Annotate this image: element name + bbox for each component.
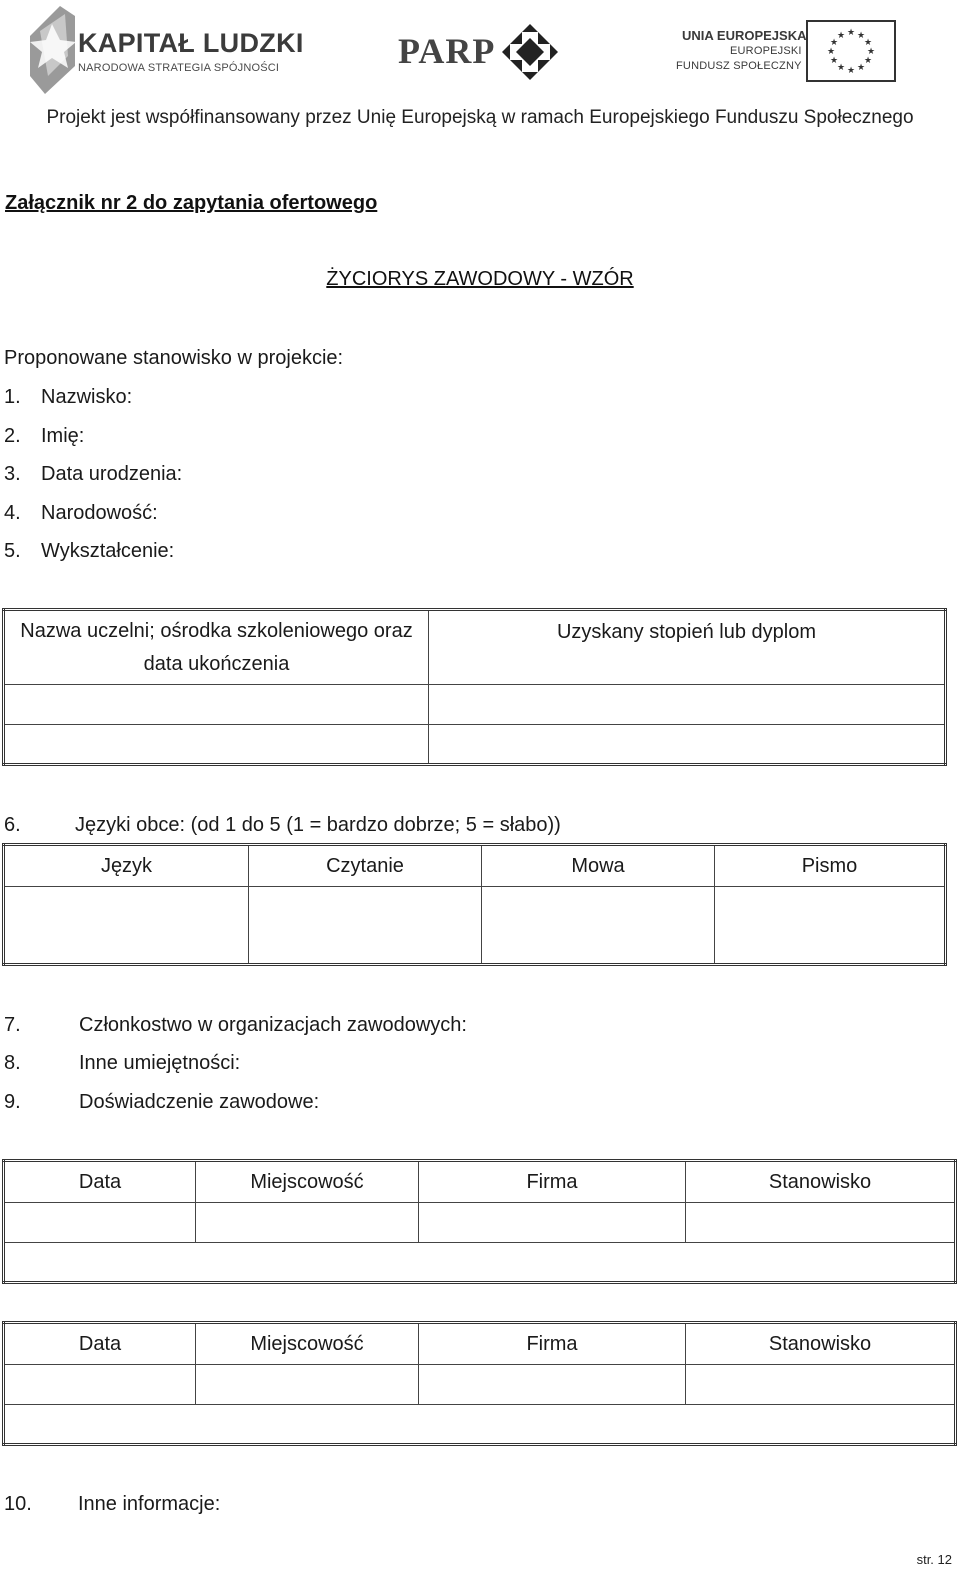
cofinancing-note: Projekt jest współfinansowany przez Unię Europejską w ramach Europejskiego Funduszu Społecznego: [46, 107, 914, 128]
languages-num: 6.: [4, 814, 21, 836]
lang-cell-reading[interactable]: [249, 887, 482, 965]
experience-table: [2, 1321, 957, 1446]
exp-cell-description[interactable]: [4, 1243, 956, 1283]
field-education-label: Wykształcenie:: [41, 540, 175, 562]
field-2-num: 2.: [4, 425, 21, 447]
languages-label: Języki obce: (od 1 do 5 (1 = bardzo dobrze; 5 = słabo)): [75, 814, 561, 836]
exp-cell-position[interactable]: [686, 1203, 956, 1243]
exp-cell-date[interactable]: [4, 1203, 196, 1243]
lang-header-writing: Pismo: [715, 845, 946, 887]
exp-header-date: Data: [4, 1323, 196, 1365]
position-label: Proponowane stanowisko w projekcie:: [4, 347, 344, 369]
svg-text:★: ★: [826, 47, 836, 57]
svg-text:★: ★: [846, 66, 856, 76]
parp-emblem-icon: [500, 22, 560, 87]
field-experience-label: Doświadczenie zawodowe:: [79, 1091, 320, 1113]
field-3-num: 3.: [4, 463, 21, 485]
exp-cell-place[interactable]: [196, 1203, 419, 1243]
kapital-ludzki-emblem-icon: [20, 6, 80, 94]
field-skills-label: Inne umiejętności:: [79, 1052, 241, 1074]
svg-text:★: ★: [846, 28, 856, 38]
field-5-num: 5.: [4, 540, 21, 562]
svg-text:★: ★: [836, 31, 846, 41]
exp-header-position: Stanowisko: [686, 1323, 956, 1365]
kapital-ludzki-title: KAPITAŁ LUDZKI: [78, 28, 304, 58]
field-8-num: 8.: [4, 1052, 21, 1074]
exp-header-date: Data: [4, 1161, 196, 1203]
field-surname-label: Nazwisko:: [41, 386, 133, 408]
education-header-line1: Nazwa uczelni; ośrodka szkoleniowego oraz: [20, 619, 413, 642]
field-10-num: 10.: [4, 1493, 32, 1515]
exp-cell-description[interactable]: [4, 1405, 956, 1445]
svg-text:★: ★: [863, 38, 873, 48]
svg-text:★: ★: [863, 56, 873, 66]
education-table: [2, 608, 947, 766]
parp-logo-text: PARP: [398, 31, 496, 71]
lang-header-speaking: Mowa: [482, 845, 715, 887]
experience-table: [2, 1159, 957, 1284]
eu-line2: FUNDUSZ SPOŁECZNY: [676, 60, 802, 72]
education-cell-degree[interactable]: [429, 725, 946, 765]
exp-header-company: Firma: [419, 1323, 686, 1365]
field-membership-label: Członkostwo w organizacjach zawodowych:: [79, 1014, 467, 1036]
lang-cell-language[interactable]: [4, 887, 249, 965]
exp-header-company: Firma: [419, 1161, 686, 1203]
lang-cell-writing[interactable]: [715, 887, 946, 965]
exp-header-position: Stanowisko: [686, 1161, 956, 1203]
document-title: ŻYCIORYS ZAWODOWY - WZÓR: [326, 268, 634, 290]
svg-text:★: ★: [829, 38, 839, 48]
lang-cell-speaking[interactable]: [482, 887, 715, 965]
education-header-institution: [4, 610, 429, 685]
annex-title: Załącznik nr 2 do zapytania ofertowego: [5, 192, 378, 214]
eu-flag-icon: [806, 20, 896, 87]
exp-header-place: Miejscowość: [196, 1161, 419, 1203]
field-7-num: 7.: [4, 1014, 21, 1036]
education-cell-institution[interactable]: [4, 685, 429, 725]
field-birthdate-label: Data urodzenia:: [41, 463, 183, 485]
exp-header-place: Miejscowość: [196, 1323, 419, 1365]
svg-text:★: ★: [829, 56, 839, 66]
page-number: str. 12: [916, 1552, 952, 1567]
lang-header-language: Język: [4, 845, 249, 887]
field-9-num: 9.: [4, 1091, 21, 1113]
svg-text:★: ★: [856, 63, 866, 73]
exp-cell-position[interactable]: [686, 1365, 956, 1405]
exp-cell-date[interactable]: [4, 1365, 196, 1405]
field-1-num: 1.: [4, 386, 21, 408]
svg-text:★: ★: [866, 47, 876, 57]
svg-text:★: ★: [856, 31, 866, 41]
kapital-ludzki-subtitle: NARODOWA STRATEGIA SPÓJNOŚCI: [78, 62, 280, 74]
languages-table: [2, 843, 947, 966]
education-cell-degree[interactable]: [429, 685, 946, 725]
exp-cell-place[interactable]: [196, 1365, 419, 1405]
eu-title: UNIA EUROPEJSKA: [682, 28, 807, 43]
exp-cell-company[interactable]: [419, 1365, 686, 1405]
field-name-label: Imię:: [41, 425, 85, 447]
field-4-num: 4.: [4, 502, 21, 524]
field-nationality-label: Narodowość:: [41, 502, 158, 524]
field-other-info-label: Inne informacje:: [78, 1493, 221, 1515]
eu-line1: EUROPEJSKI: [730, 45, 802, 57]
education-cell-institution[interactable]: [4, 725, 429, 765]
lang-header-reading: Czytanie: [249, 845, 482, 887]
education-header-degree: Uzyskany stopień lub dyplom: [429, 610, 946, 685]
exp-cell-company[interactable]: [419, 1203, 686, 1243]
svg-text:★: ★: [836, 63, 846, 73]
education-header-line2: data ukończenia: [143, 652, 290, 675]
